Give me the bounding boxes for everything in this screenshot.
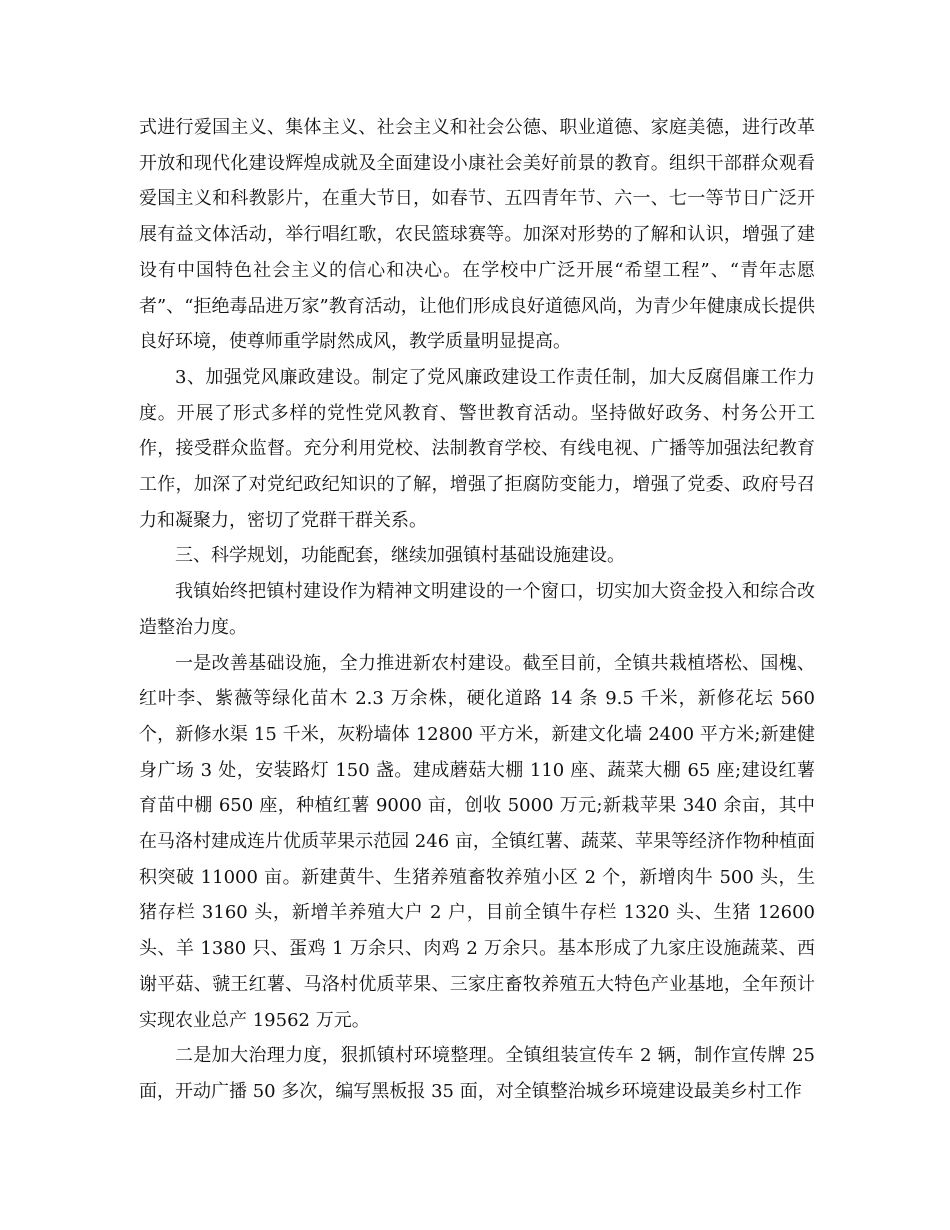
paragraph-environment-governance: 二是加大治理力度，狠抓镇村环境整理。全镇组装宣传车 2 辆，制作宣传牌 25 面，开动广播 50 多次，编写黑板报 35 面，对全镇整治城乡环境建设最美乡村工作	[139, 1045, 815, 1102]
paragraph-education-continuation: 式进行爱国主义、集体主义、社会主义和社会公德、职业道德、家庭美德，进行改革开放和现代化建设辉煌成就及全面建设小康社会美好前景的教育。组织干部群众观看爱国主义和科教影片，在重大节日，如春节、五四青年节、六一、七一等节日广泛开展有益文体活动，举行唱红歌，农民篮球赛等。加深对形势的了解和认识，增强了建设有中国特色社会主义的信心和决心。在学校中广泛开展“希望工程”、“青年志愿者”、“拒绝毒品进万家”教育活动，让他们形成良好道德风尚，为青少年健康成长提供良好环境，使尊师重学尉然成风，教学质量明显提高。	[139, 117, 815, 353]
paragraph-new-countryside: 一是改善基础设施，全力推进新农村建设。截至目前，全镇共栽植塔松、国槐、红叶李、紫薇等绿化苗木 2.3 万余株，硬化道路 14 条 9.5 千米，新修花坛 560 个，新修水渠 15 千米，灰粉墙体 12800 平方米，新建文化墙 2400 平方米;新建健身广场 3 处，安装路灯 150 盏。建成蘑菇大棚 110 座、蔬菜大棚 65 座;建设红薯育苗中棚 650 座，种植红薯 9000 亩，创收 5000 万元;新栽苹果 340 余亩，其中在马洛村建成连片优质苹果示范园 246 亩，全镇红薯、蔬菜、苹果等经济作物种植面积突破 11000 亩。新建黄牛、生猪养殖畜牧养殖小区 2 个，新增肉牛 500 头，生猪存栏 3160 头，新增羊养殖大户 2 户，目前全镇牛存栏 1320 头、生猪 12600 头、羊 1380 只、蛋鸡 1 万余只、肉鸡 2 万余只。基本形成了九家庄设施蔬菜、西谢平菇、虢王红薯、马洛村优质苹果、三家庄畜牧养殖五大特色产业基地，全年预计实现农业总产 19562 万元。	[139, 652, 815, 1031]
paragraph-party-conduct: 3、加强党风廉政建设。制定了党风廉政建设工作责任制，加大反腐倡廉工作力度。开展了形式多样的党性党风教育、警世教育活动。坚持做好政务、村务公开工作，接受群众监督。充分利用党校、法制教育学校、有线电视、广播等加强法纪教育工作，加深了对党纪政纪知识的了解，增强了拒腐防变能力，增强了党委、政府号召力和凝聚力，密切了党群干群关系。	[139, 366, 815, 531]
section-heading-infrastructure: 三、科学规划，功能配套，继续加强镇村基础设施建设。	[175, 545, 625, 567]
document-body	[139, 110, 815, 1110]
paragraph-town-construction: 我镇始终把镇村建设作为精神文明建设的一个窗口，切实加大资金投入和综合改造整治力度。	[139, 581, 815, 638]
